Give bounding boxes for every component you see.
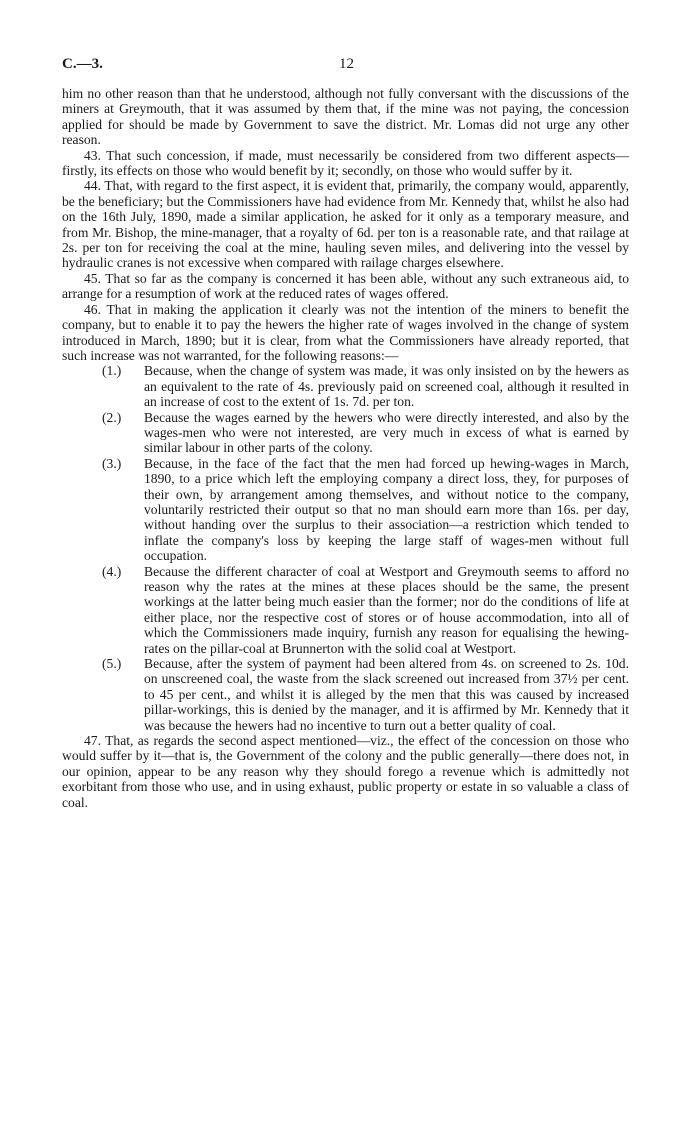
reason-text: Because, after the system of payment had been altered from 4s. on screened to 2s. 10d. on unscreened coal, the waste from the slack screened out increased from 37½ per cent. to 45 per cent., and whilst it is alleged by the men that this was caused by increased pillar-workings, this is denied by the manager, and it is affirmed by Mr. Kennedy that it was because the hewers had no incentive to turn out a better quality of coal. bbox=[144, 656, 629, 733]
document-reference: C.—3. bbox=[62, 56, 103, 72]
reasons-list bbox=[62, 363, 629, 733]
paragraph-45: 45. That so far as the company is concerned it has been able, without any such extraneous aid, to arrange for a resumption of work at the reduced rates of wages offered. bbox=[62, 270, 629, 302]
reason-number: (4.) bbox=[102, 563, 122, 579]
document-body bbox=[62, 86, 629, 810]
reason-text: Because the wages earned by the hewers who were directly interested, and also by the wages-men who were not interested, are very much in excess of what is earned by similar labour in other parts of the colony. bbox=[144, 409, 629, 456]
reason-item bbox=[62, 363, 629, 409]
paragraph-43: 43. That such concession, if made, must necessarily be considered from two different aspects—firstly, its effects on those who would benefit by it; secondly, on those who would suffer by it. bbox=[62, 147, 629, 179]
paragraph-47: 47. That, as regards the second aspect mentioned—viz., the effect of the concession on those who would suffer by it—that is, the Government of the colony and the public generally—there does not, in our opinion, appear to be any reason why they should forego a revenue which is admittedly not exorbitant from those who use, and in using exhaust, public property or estate in so valuable a class of coal. bbox=[62, 733, 629, 810]
reason-number: (2.) bbox=[102, 409, 122, 425]
reason-text: Because, in the face of the fact that the men had forced up hewing-wages in March, 1890, to a price which left the employing company a direct loss, they, for purposes of their own, by arrangement among themselves, and without notice to the company, voluntarily restricted their output so that no man should earn more than 16s. per day, without handing over the surplus to their association—a restriction which tended to inflate the company's loss by keeping the large staff of wages-men without full occupation. bbox=[144, 455, 629, 564]
paragraph-44: 44. That, with regard to the first aspect, it is evident that, primarily, the company would, apparently, be the beneficiary; but the Commissioners have had evidence from Mr. Kennedy that, whilst he also had on the 16th July, 1890, made a similar application, he asked for it only as a temporary measure, and from Mr. Bishop, the mine-manager, that a royalty of 6d. per ton is a reasonable rate, and that railage at 2s. per ton for receiving the coal at the mine, hauling seven miles, and delivering into the vessel by hydraulic cranes is not excessive when compared with railage charges elsewhere. bbox=[62, 178, 630, 271]
reason-text: Because, when the change of system was made, it was only insisted on by the hewers as an equivalent to the rate of 4s. previously paid on screened coal, although it resulted in an increase of cost to the extent of 1s. 7d. per ton. bbox=[144, 363, 629, 410]
page-header bbox=[62, 56, 642, 76]
page-number: 12 bbox=[339, 56, 354, 72]
reason-item bbox=[62, 656, 629, 733]
reason-text: Because the different character of coal at Westport and Greymouth seems to afford no reason why the rates at the mines at these places should be the same, the present workings at the latter being much easier than the former; nor do the conditions of life at either place, nor the respective cost of stores or of house accommodation, into all of which the Commissioners made inquiry, furnish any reason for equalising the hewing-rates on the pillar-coal at Brunnerton with the solid coal at Westport. bbox=[144, 563, 629, 656]
paragraph-46: 46. That in making the application it clearly was not the intention of the miners to benefit the company, but to enable it to pay the hewers the higher rate of wages involved in the change of system introduced in March, 1890; but it is clear, from what the Commissioners have already reported, that such increase was not warranted, for the following reasons:— bbox=[62, 301, 629, 363]
reason-item bbox=[62, 564, 629, 656]
continued-paragraph: him no other reason than that he understood, although not fully conversant with the discussions of the miners at Greymouth, that it was assumed by them that, if the mine was not paying, the concession applied for should be made by Government to save the district. Mr. Lomas did not urge any other reason. bbox=[62, 86, 629, 148]
reason-item bbox=[62, 456, 629, 564]
reason-item bbox=[62, 410, 629, 456]
reason-number: (5.) bbox=[102, 656, 122, 672]
reason-number: (1.) bbox=[102, 363, 122, 379]
reason-number: (3.) bbox=[102, 455, 122, 471]
